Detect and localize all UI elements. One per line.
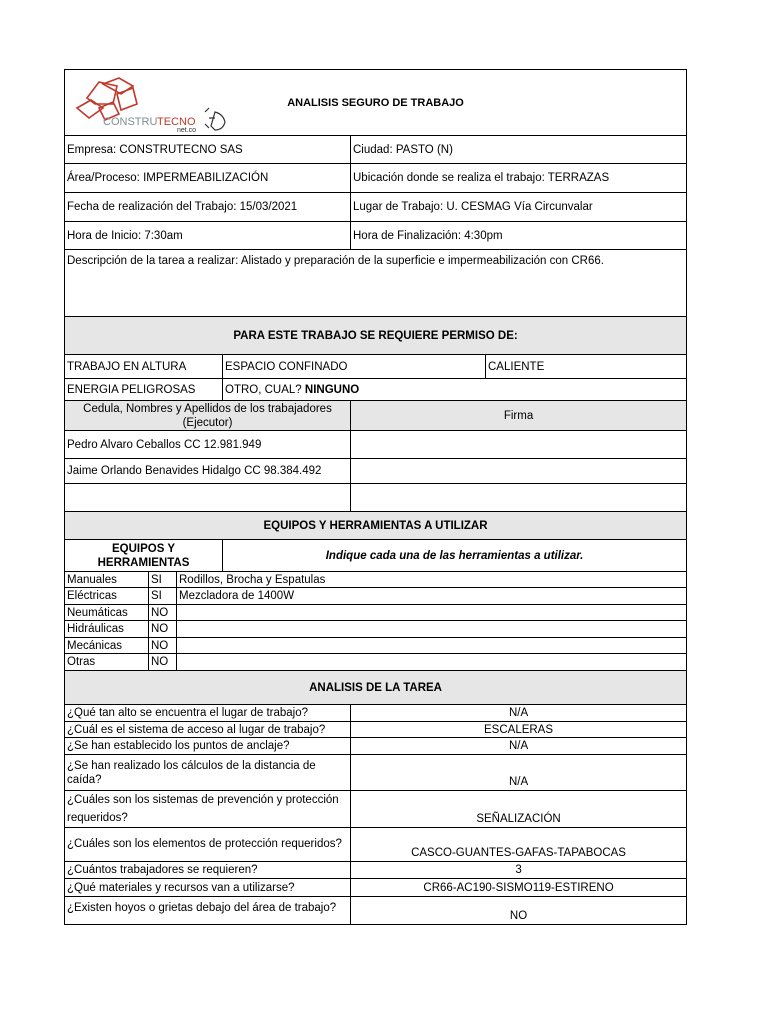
equipo-detalle: Mezcladora de 1400W xyxy=(177,588,687,605)
equipo-resp: SI xyxy=(149,588,177,605)
header-cell xyxy=(65,70,687,136)
area-field: Área/Proceso: IMPERMEABILIZACIÓN xyxy=(65,164,351,193)
equipo-detalle xyxy=(177,638,687,654)
analisis-question: ¿Se han realizado los cálculos de la distancia de caída? xyxy=(65,755,351,791)
equipo-detalle: Rodillos, Brocha y Espatulas xyxy=(177,572,687,588)
equipo-tipo: Eléctricas xyxy=(65,588,149,605)
analisis-answer: CR66-AC190-SISMO119-ESTIRENO xyxy=(351,879,687,897)
equipos-heading: EQUIPOS Y HERRAMIENTAS A UTILIZAR xyxy=(65,512,687,540)
permiso-caliente: CALIENTE xyxy=(486,355,687,379)
analisis-answer: SEÑALIZACIÓN xyxy=(351,791,687,828)
permiso-energia: ENERGIA PELIGROSAS xyxy=(65,379,223,401)
analisis-answer: CASCO-GUANTES-GAFAS-TAPABOCAS xyxy=(351,828,687,862)
permiso-confinado: ESPACIO CONFINADO xyxy=(223,355,486,379)
equipo-tipo: Otras xyxy=(65,654,149,671)
firma-cell xyxy=(351,431,687,459)
permiso-altura: TRABAJO EN ALTURA xyxy=(65,355,223,379)
cubes-logo-icon xyxy=(73,74,233,132)
trabajador-row xyxy=(65,484,351,512)
firma-header: Firma xyxy=(351,401,687,431)
form-title: ANALISIS SEGURO DE TRABAJO xyxy=(287,96,464,109)
equipo-detalle xyxy=(177,654,687,671)
analisis-question: ¿Existen hoyos o grietas debajo del área de trabajo? xyxy=(65,897,351,925)
analisis-answer: 3 xyxy=(351,862,687,879)
equipo-tipo: Neumáticas xyxy=(65,605,149,621)
form-table xyxy=(64,69,687,925)
equipo-tipo: Hidráulicas xyxy=(65,621,149,638)
analisis-heading: ANALISIS DE LA TAREA xyxy=(65,671,687,705)
fecha-field: Fecha de realización del Trabajo: 15/03/2021 xyxy=(65,193,351,222)
analisis-question: ¿Se han establecido los puntos de anclaje? xyxy=(65,738,351,755)
permiso-otro-value: NINGUNO xyxy=(304,383,360,396)
analisis-question: ¿Cuáles son los sistemas de prevención y protección requeridos? xyxy=(65,791,351,828)
equipo-resp: NO xyxy=(149,654,177,671)
equipo-tipo: Manuales xyxy=(65,572,149,588)
trabajador-row: Pedro Alvaro Ceballos CC 12.981.949 xyxy=(65,431,351,459)
empresa-field: Empresa: CONSTRUTECNO SAS xyxy=(65,136,351,164)
analisis-question: ¿Cuáles son los elementos de protección requeridos? xyxy=(65,828,351,862)
firma-cell xyxy=(351,459,687,484)
safety-analysis-form xyxy=(64,69,686,925)
analisis-question: ¿Qué tan alto se encuentra el lugar de trabajo? xyxy=(65,705,351,722)
permisos-heading: PARA ESTE TRABAJO SE REQUIERE PERMISO DE: xyxy=(65,317,687,355)
logo-subtext: net.co xyxy=(177,127,197,132)
descripcion-field: Descripción de la tarea a realizar: Alistado y preparación de la superficie e impermeabilización con CR66. xyxy=(65,250,687,317)
ubicacion-field: Ubicación donde se realiza el trabajo: TERRAZAS xyxy=(351,164,687,193)
permiso-otro xyxy=(223,379,687,401)
analisis-answer: N/A xyxy=(351,705,687,722)
equipo-resp: NO xyxy=(149,621,177,638)
hora-inicio-field: Hora de Inicio: 7:30am xyxy=(65,222,351,250)
logo-text: CONSTRU xyxy=(103,116,158,128)
herramientas-col-header: Indique cada una de las herramientas a utilizar. xyxy=(223,540,687,572)
firma-cell xyxy=(351,484,687,512)
analisis-answer: N/A xyxy=(351,738,687,755)
equipos-col-header: EQUIPOS Y HERRAMIENTAS xyxy=(65,540,223,572)
analisis-question: ¿Cuántos trabajadores se requieren? xyxy=(65,862,351,879)
equipo-resp: NO xyxy=(149,605,177,621)
equipo-detalle xyxy=(177,621,687,638)
analisis-answer: ESCALERAS xyxy=(351,722,687,738)
ciudad-field: Ciudad: PASTO (N) xyxy=(351,136,687,164)
lugar-field: Lugar de Trabajo: U. CESMAG Vía Circunvalar xyxy=(351,193,687,222)
analisis-answer: N/A xyxy=(351,755,687,791)
equipo-tipo: Mecánicas xyxy=(65,638,149,654)
trabajadores-header: Cedula, Nombres y Apellidos de los trabajadores (Ejecutor) xyxy=(65,401,351,431)
equipo-detalle xyxy=(177,605,687,621)
analisis-question: ¿Qué materiales y recursos van a utilizarse? xyxy=(65,879,351,897)
equipo-resp: SI xyxy=(149,572,177,588)
logo-text-accent: TECNO xyxy=(157,116,196,128)
permiso-otro-label: OTRO, CUAL? xyxy=(225,383,302,396)
trabajador-row: Jaime Orlando Benavides Hidalgo CC 98.384.492 xyxy=(65,459,351,484)
equipo-resp: NO xyxy=(149,638,177,654)
analisis-question: ¿Cuál es el sistema de acceso al lugar de trabajo? xyxy=(65,722,351,738)
analisis-answer: NO xyxy=(351,897,687,925)
hora-fin-field: Hora de Finalización: 4:30pm xyxy=(351,222,687,250)
